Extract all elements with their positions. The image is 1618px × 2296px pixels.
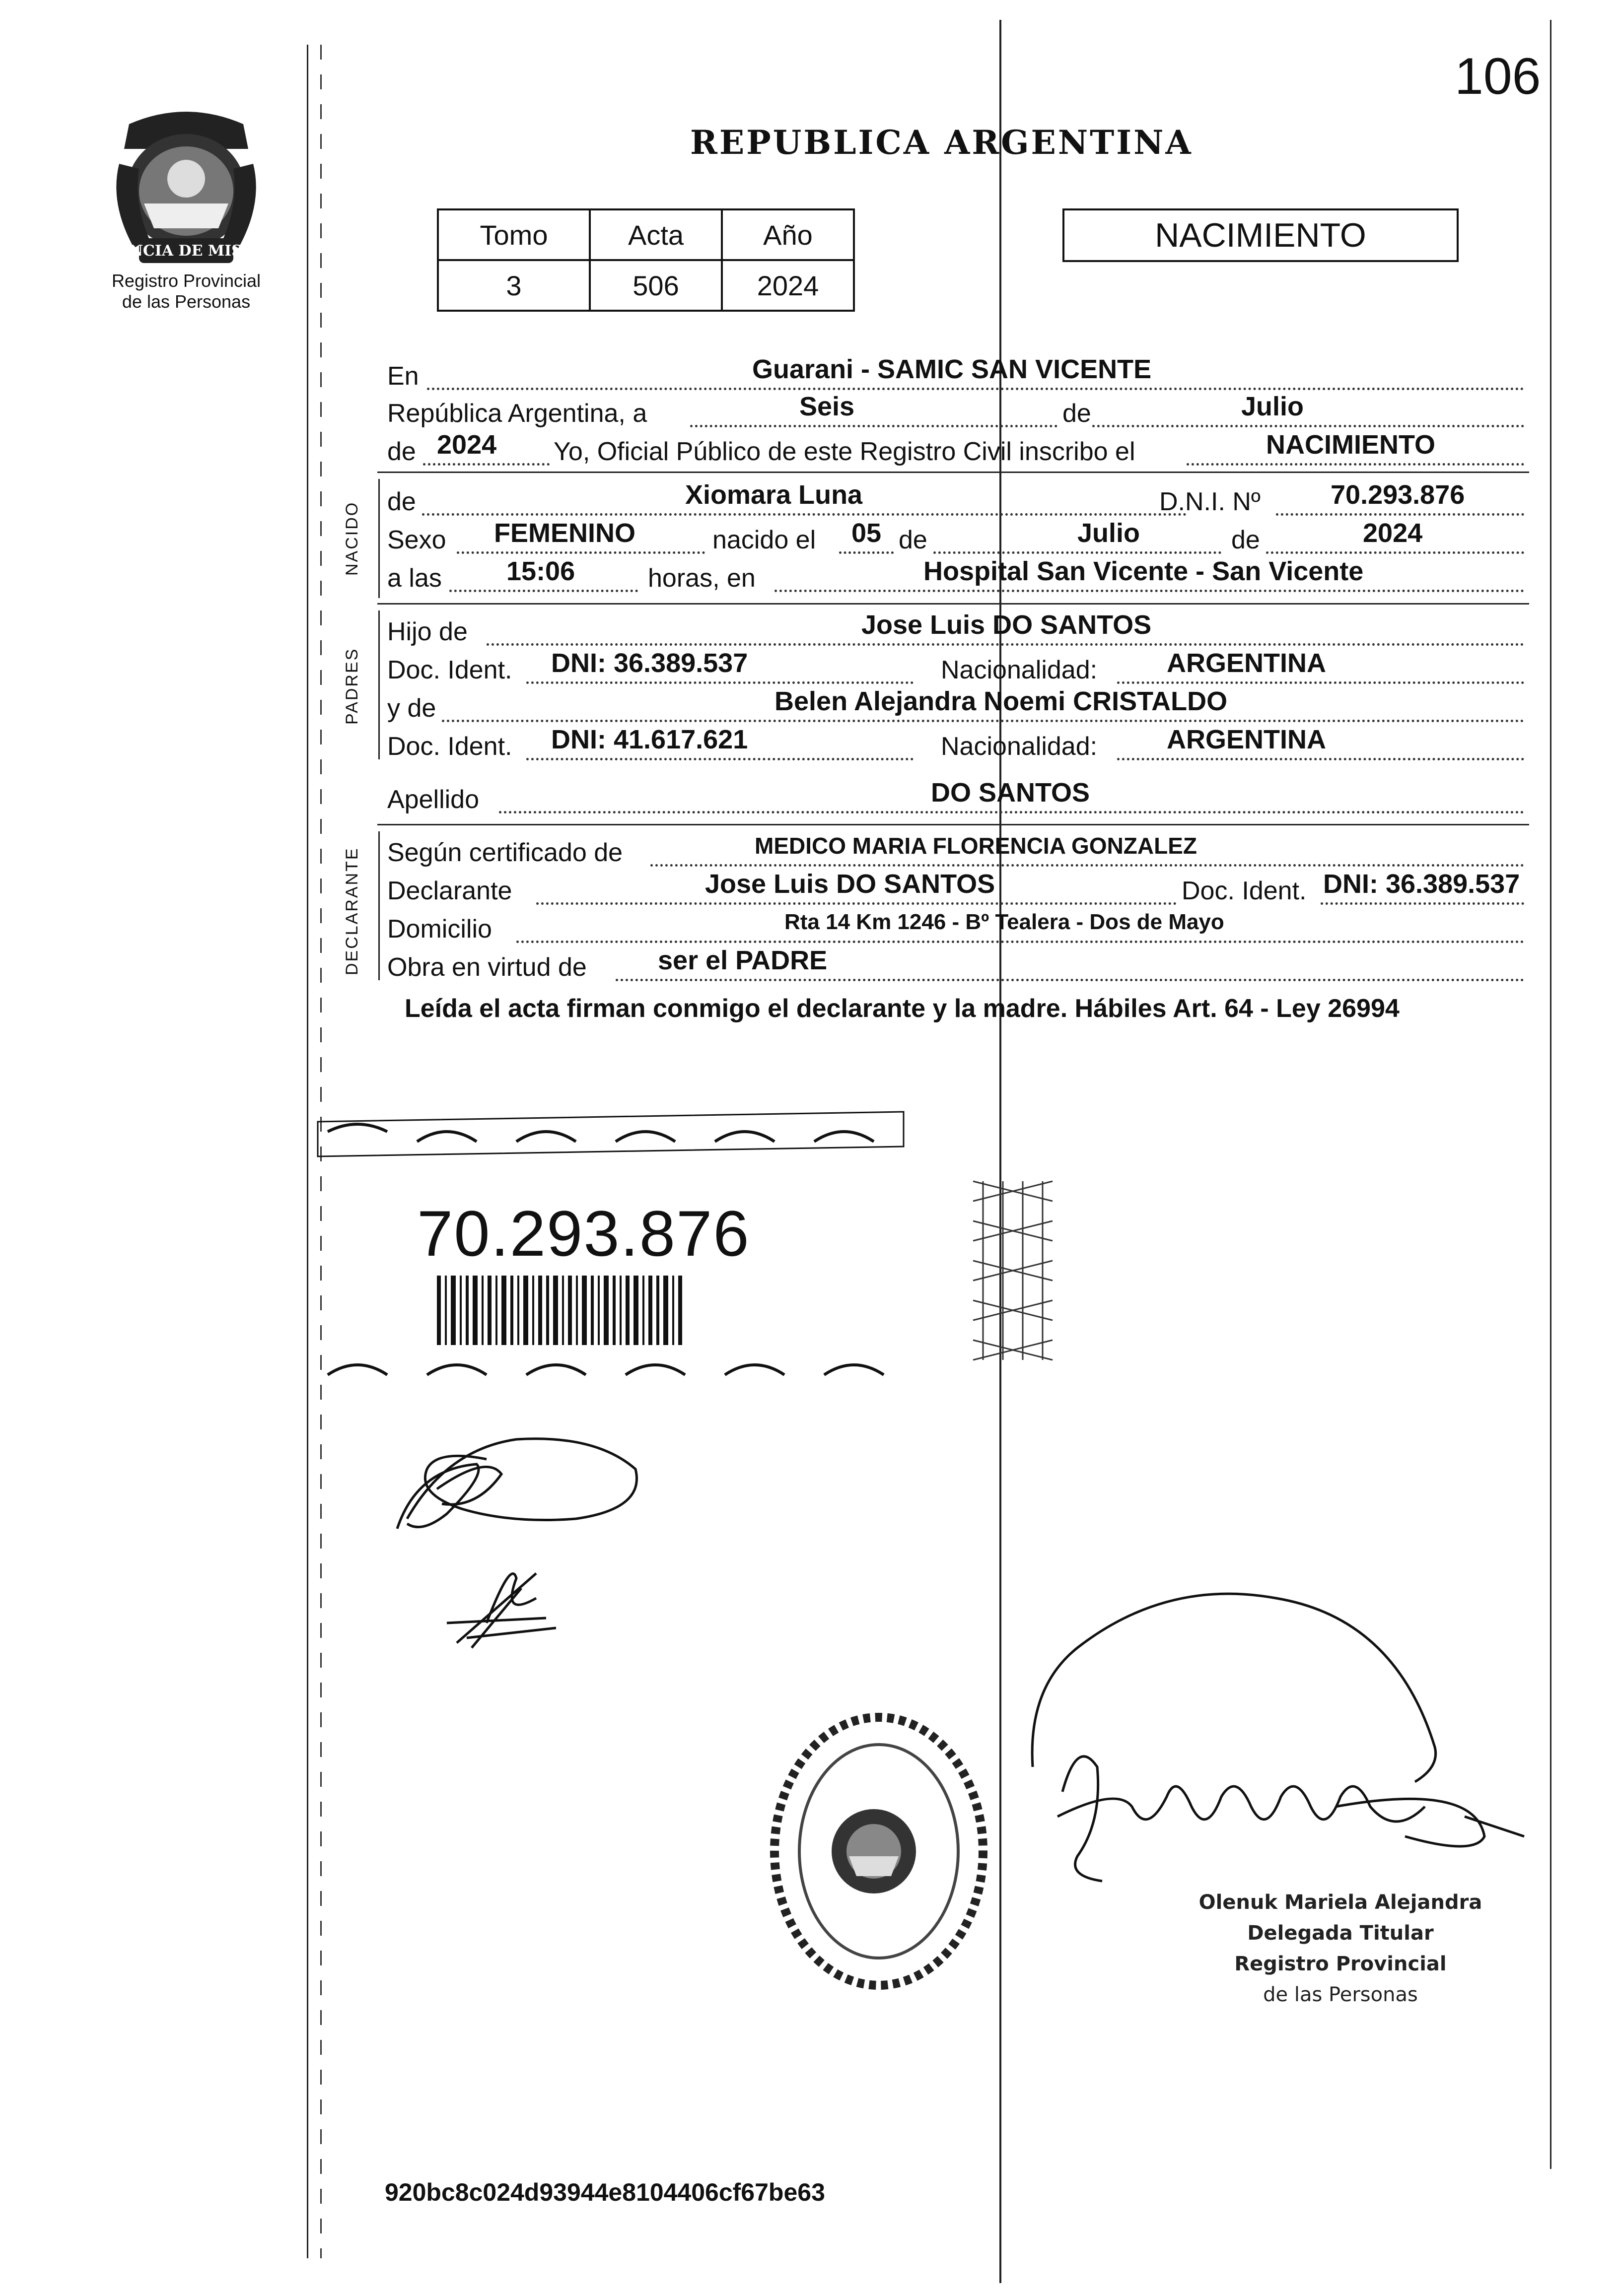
year-row: de 2024 Yo, Oficial Público de este Registro Civil inscribo el NACIMIENTO	[387, 433, 1529, 471]
right-margin-line	[1550, 20, 1551, 2169]
birth-month: Julio	[1077, 518, 1140, 548]
provincial-seal-icon	[74, 104, 298, 273]
tomo-header: Tomo	[438, 209, 590, 260]
address-value: Rta 14 Km 1246 - Bº Tealera - Dos de Mayo	[784, 910, 1224, 934]
time-row: a las 15:06 horas, en Hospital San Vicente - San Vicente	[387, 559, 1529, 597]
security-pattern-icon	[973, 1181, 1053, 1360]
official-title: Delegada Titular	[1247, 1922, 1434, 1945]
act-value: NACIMIENTO	[1266, 430, 1436, 460]
child-dni: 70.293.876	[1331, 480, 1465, 510]
anio-value: 2024	[722, 260, 854, 311]
certificate-value: MEDICO MARIA FLORENCIA GONZALEZ	[755, 833, 1197, 859]
document-title: REPUBLICA ARGENTINA	[690, 123, 1193, 162]
birth-day: 05	[851, 518, 882, 548]
official-signature	[1018, 1558, 1544, 1896]
barcode-icon	[437, 1276, 682, 1345]
official-name: Olenuk Mariela Alejandra	[1198, 1891, 1482, 1914]
surname-value: DO SANTOS	[931, 778, 1090, 808]
address-row: Domicilio Rta 14 Km 1246 - Bº Tealera - Dos de Mayo	[387, 910, 1529, 948]
section-nacido-label: NACIDO	[343, 501, 361, 576]
mother-name: Belen Alejandra Noemi CRISTALDO	[774, 686, 1228, 716]
acta-value: 506	[590, 260, 722, 311]
declarant-name: Jose Luis DO SANTOS	[705, 869, 995, 899]
birth-year: 2024	[1363, 518, 1423, 548]
barcode-block	[318, 1112, 904, 1380]
mother-doc-row: Doc. Ident. DNI: 41.617.621 Nacionalidad: ARGENTINA	[387, 728, 1529, 765]
year-value: 2024	[437, 430, 497, 460]
declarant-doc: DNI: 36.389.537	[1323, 869, 1520, 899]
day-value: Seis	[799, 392, 855, 421]
sex-row: Sexo FEMENINO nacido el 05 de Julio de 2024	[387, 521, 1529, 559]
act-type-box: NACIMIENTO	[1062, 208, 1459, 262]
section-padres-label: PADRES	[343, 647, 361, 725]
certificate-row: Según certificado de MEDICO MARIA FLORENCIA GONZALEZ	[387, 834, 1529, 872]
acta-header: Acta	[590, 209, 722, 260]
obra-value: ser el PADRE	[658, 945, 828, 975]
registry-table	[437, 208, 855, 312]
mother-row: y de Belen Alejandra Noemi CRISTALDO	[387, 689, 1529, 727]
declarant-signature	[387, 1410, 655, 1658]
left-margin-line	[307, 45, 308, 2258]
birth-place: Hospital San Vicente - San Vicente	[923, 556, 1364, 586]
child-sex: FEMENINO	[494, 518, 636, 548]
seal-text: PROVINCIA DE MISIONES	[74, 242, 298, 260]
father-doc-row: Doc. Ident. DNI: 36.389.537 Nacionalidad: ARGENTINA	[387, 651, 1529, 689]
anio-header: Año	[722, 209, 854, 260]
birth-time: 15:06	[506, 556, 575, 586]
document-hash: 920bc8c024d93944e8104406cf67be63	[385, 2178, 825, 2206]
barcode-number: 70.293.876	[417, 1197, 750, 1270]
tomo-value: 3	[438, 260, 590, 311]
official-seal-icon	[765, 1707, 993, 1995]
section-declarante-label: DECLARANTE	[343, 847, 361, 975]
father-doc: DNI: 36.389.537	[551, 648, 748, 678]
father-row: Hijo de Jose Luis DO SANTOS	[387, 613, 1529, 651]
logo-caption: Registro Provincial de las Personas	[111, 270, 261, 312]
place-label: En	[387, 362, 419, 391]
declarant-row: Declarante Jose Luis DO SANTOS Doc. Ident. DNI: 36.389.537	[387, 872, 1529, 910]
father-nationality: ARGENTINA	[1167, 648, 1326, 678]
place-value: Guarani - SAMIC SAN VICENTE	[752, 354, 1152, 384]
obra-row: Obra en virtud de ser el PADRE	[387, 948, 1529, 986]
father-name: Jose Luis DO SANTOS	[861, 610, 1152, 640]
child-name: Xiomara Luna	[685, 480, 863, 510]
official-office-line1: Registro Provincial	[1234, 1953, 1447, 1975]
month-value: Julio	[1241, 392, 1304, 421]
page-number: 106	[1455, 48, 1541, 105]
mother-nationality: ARGENTINA	[1167, 725, 1326, 754]
date-row: República Argentina, a Seis de Julio	[387, 395, 1529, 432]
mother-doc: DNI: 41.617.621	[551, 725, 748, 754]
closing-note: Leída el acta firman conmigo el declarante y la madre. Hábiles Art. 64 - Ley 26994	[405, 994, 1400, 1023]
official-office-line2: de las Personas	[1263, 1983, 1418, 2006]
place-row	[387, 354, 1529, 395]
surname-row: Apellido DO SANTOS	[387, 781, 1529, 818]
name-row: de Xiomara Luna D.N.I. Nº 70.293.876	[387, 483, 1529, 521]
